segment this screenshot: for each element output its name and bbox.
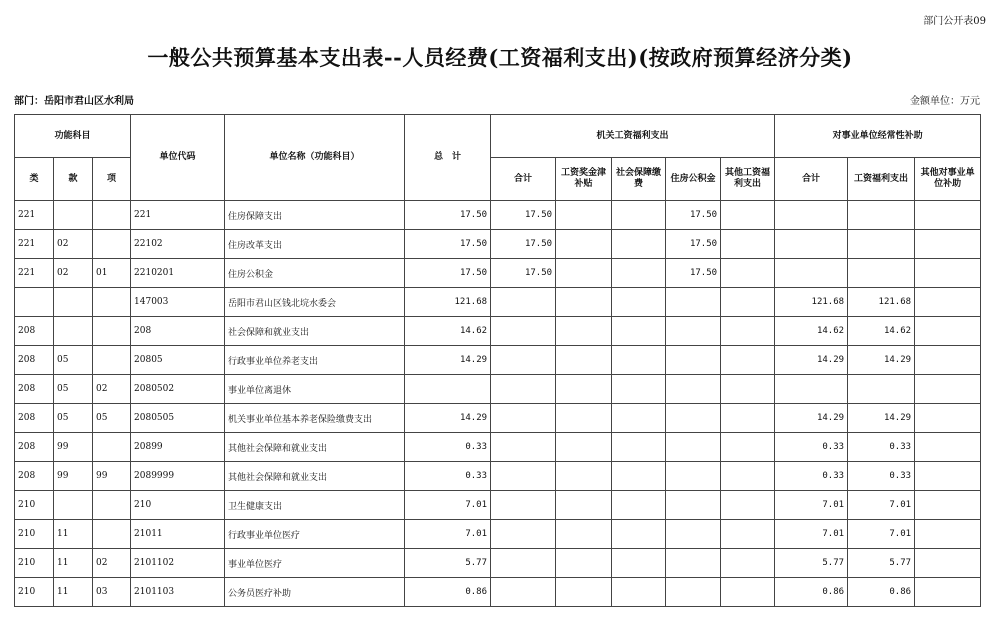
cell-total bbox=[405, 375, 491, 404]
cell-inst-total bbox=[775, 375, 848, 404]
table-row bbox=[15, 346, 981, 375]
cell-name: 行政事业单位养老支出 bbox=[225, 346, 405, 375]
cell-name: 住房改革支出 bbox=[225, 230, 405, 259]
budget-table bbox=[14, 114, 981, 607]
cell-org-housing bbox=[666, 375, 721, 404]
cell-org-total bbox=[491, 433, 556, 462]
cell-lei: 210 bbox=[15, 549, 54, 578]
table-body bbox=[15, 201, 981, 607]
cell-org-social bbox=[612, 404, 666, 433]
cell-kuan bbox=[54, 288, 93, 317]
cell-name: 机关事业单位基本养老保险缴费支出 bbox=[225, 404, 405, 433]
cell-org-housing: 17.50 bbox=[666, 230, 721, 259]
cell-org-bonus bbox=[556, 433, 612, 462]
table-row bbox=[15, 230, 981, 259]
cell-inst-other bbox=[915, 346, 981, 375]
cell-name: 岳阳市君山区钱北垸水委会 bbox=[225, 288, 405, 317]
cell-inst-wage: 5.77 bbox=[848, 549, 915, 578]
cell-lei: 221 bbox=[15, 201, 54, 230]
table-row bbox=[15, 549, 981, 578]
cell-total: 17.50 bbox=[405, 259, 491, 288]
cell-lei: 210 bbox=[15, 578, 54, 607]
cell-inst-wage: 0.33 bbox=[848, 433, 915, 462]
cell-lei: 208 bbox=[15, 404, 54, 433]
page-title: 一般公共预算基本支出表--人员经费(工资福利支出)(按政府预算经济分类) bbox=[147, 45, 853, 70]
cell-org-bonus bbox=[556, 230, 612, 259]
cell-kuan bbox=[54, 201, 93, 230]
cell-org-housing bbox=[666, 288, 721, 317]
table-row bbox=[15, 375, 981, 404]
cell-kuan: 02 bbox=[54, 230, 93, 259]
cell-kuan: 05 bbox=[54, 404, 93, 433]
cell-name: 社会保障和就业支出 bbox=[225, 317, 405, 346]
header-func-subject: 功能科目 bbox=[15, 115, 131, 158]
cell-inst-other bbox=[915, 201, 981, 230]
cell-kuan: 11 bbox=[54, 549, 93, 578]
cell-org-housing bbox=[666, 317, 721, 346]
cell-org-social bbox=[612, 549, 666, 578]
cell-inst-wage bbox=[848, 230, 915, 259]
cell-inst-other bbox=[915, 288, 981, 317]
cell-xiang: 02 bbox=[93, 375, 131, 404]
cell-total: 0.33 bbox=[405, 433, 491, 462]
cell-org-housing bbox=[666, 404, 721, 433]
cell-kuan: 99 bbox=[54, 433, 93, 462]
cell-name: 卫生健康支出 bbox=[225, 491, 405, 520]
cell-kuan bbox=[54, 317, 93, 346]
cell-total: 0.86 bbox=[405, 578, 491, 607]
cell-kuan: 11 bbox=[54, 520, 93, 549]
cell-org-other bbox=[721, 462, 775, 491]
cell-org-housing bbox=[666, 491, 721, 520]
cell-org-other bbox=[721, 549, 775, 578]
cell-code: 2080502 bbox=[131, 375, 225, 404]
cell-total: 14.29 bbox=[405, 404, 491, 433]
cell-inst-other bbox=[915, 578, 981, 607]
cell-org-bonus bbox=[556, 346, 612, 375]
cell-org-other bbox=[721, 288, 775, 317]
cell-org-total bbox=[491, 578, 556, 607]
cell-org-total bbox=[491, 549, 556, 578]
cell-inst-total: 14.62 bbox=[775, 317, 848, 346]
cell-total: 17.50 bbox=[405, 201, 491, 230]
header-unit-code: 单位代码 bbox=[131, 115, 225, 201]
cell-lei: 208 bbox=[15, 317, 54, 346]
cell-inst-total: 0.86 bbox=[775, 578, 848, 607]
cell-inst-other bbox=[915, 375, 981, 404]
cell-code: 21011 bbox=[131, 520, 225, 549]
cell-kuan: 05 bbox=[54, 346, 93, 375]
header-kuan: 款 bbox=[54, 158, 93, 201]
table-row bbox=[15, 404, 981, 433]
cell-org-bonus bbox=[556, 317, 612, 346]
cell-org-other bbox=[721, 375, 775, 404]
table-row bbox=[15, 433, 981, 462]
table-row bbox=[15, 288, 981, 317]
header-org-housing: 住房公积金 bbox=[666, 158, 721, 201]
cell-inst-total: 0.33 bbox=[775, 462, 848, 491]
header-inst-total: 合计 bbox=[775, 158, 848, 201]
cell-lei: 210 bbox=[15, 520, 54, 549]
cell-org-total bbox=[491, 404, 556, 433]
cell-xiang bbox=[93, 201, 131, 230]
cell-org-other bbox=[721, 578, 775, 607]
cell-inst-total: 121.68 bbox=[775, 288, 848, 317]
cell-code: 22102 bbox=[131, 230, 225, 259]
cell-org-social bbox=[612, 375, 666, 404]
cell-org-bonus bbox=[556, 520, 612, 549]
cell-org-total bbox=[491, 346, 556, 375]
cell-org-total bbox=[491, 491, 556, 520]
cell-inst-other bbox=[915, 230, 981, 259]
cell-lei: 221 bbox=[15, 230, 54, 259]
cell-kuan: 05 bbox=[54, 375, 93, 404]
cell-org-social bbox=[612, 433, 666, 462]
cell-org-social bbox=[612, 259, 666, 288]
cell-org-housing: 17.50 bbox=[666, 259, 721, 288]
cell-code: 2080505 bbox=[131, 404, 225, 433]
cell-xiang: 99 bbox=[93, 462, 131, 491]
cell-inst-total bbox=[775, 201, 848, 230]
cell-org-bonus bbox=[556, 462, 612, 491]
cell-total: 5.77 bbox=[405, 549, 491, 578]
header-org-social: 社会保障缴费 bbox=[612, 158, 666, 201]
cell-org-social bbox=[612, 201, 666, 230]
cell-org-housing bbox=[666, 433, 721, 462]
header-org-group: 机关工资福利支出 bbox=[491, 115, 775, 158]
cell-org-bonus bbox=[556, 578, 612, 607]
cell-code: 147003 bbox=[131, 288, 225, 317]
cell-org-bonus bbox=[556, 404, 612, 433]
cell-org-other bbox=[721, 491, 775, 520]
amount-unit-label: 金额单位：万元 bbox=[910, 96, 980, 107]
cell-org-housing: 17.50 bbox=[666, 201, 721, 230]
cell-inst-other bbox=[915, 404, 981, 433]
cell-org-other bbox=[721, 317, 775, 346]
cell-inst-other bbox=[915, 317, 981, 346]
table-row bbox=[15, 491, 981, 520]
cell-inst-other bbox=[915, 259, 981, 288]
cell-code: 2101103 bbox=[131, 578, 225, 607]
cell-org-housing bbox=[666, 346, 721, 375]
cell-org-bonus bbox=[556, 201, 612, 230]
cell-org-social bbox=[612, 578, 666, 607]
cell-inst-wage: 14.62 bbox=[848, 317, 915, 346]
cell-lei: 221 bbox=[15, 259, 54, 288]
cell-inst-other bbox=[915, 491, 981, 520]
department-label: 部门：岳阳市君山区水利局 bbox=[14, 96, 134, 107]
cell-inst-wage bbox=[848, 259, 915, 288]
cell-inst-wage: 7.01 bbox=[848, 520, 915, 549]
cell-inst-other bbox=[915, 462, 981, 491]
cell-org-bonus bbox=[556, 288, 612, 317]
cell-inst-total bbox=[775, 230, 848, 259]
cell-inst-wage: 0.86 bbox=[848, 578, 915, 607]
cell-code: 2210201 bbox=[131, 259, 225, 288]
cell-org-total: 17.50 bbox=[491, 230, 556, 259]
table-row bbox=[15, 578, 981, 607]
cell-total: 0.33 bbox=[405, 462, 491, 491]
cell-org-other bbox=[721, 201, 775, 230]
cell-org-social bbox=[612, 346, 666, 375]
cell-org-other bbox=[721, 433, 775, 462]
cell-org-housing bbox=[666, 520, 721, 549]
cell-code: 2101102 bbox=[131, 549, 225, 578]
cell-xiang bbox=[93, 317, 131, 346]
cell-xiang bbox=[93, 288, 131, 317]
cell-name: 其他社会保障和就业支出 bbox=[225, 433, 405, 462]
cell-xiang: 03 bbox=[93, 578, 131, 607]
cell-org-other bbox=[721, 346, 775, 375]
cell-lei: 210 bbox=[15, 491, 54, 520]
cell-inst-wage: 14.29 bbox=[848, 346, 915, 375]
cell-xiang bbox=[93, 346, 131, 375]
cell-xiang: 05 bbox=[93, 404, 131, 433]
cell-name: 住房公积金 bbox=[225, 259, 405, 288]
cell-org-other bbox=[721, 230, 775, 259]
cell-org-social bbox=[612, 288, 666, 317]
cell-org-social bbox=[612, 491, 666, 520]
header-inst-group: 对事业单位经常性补助 bbox=[775, 115, 981, 158]
table-row bbox=[15, 201, 981, 230]
cell-name: 其他社会保障和就业支出 bbox=[225, 462, 405, 491]
cell-total: 14.62 bbox=[405, 317, 491, 346]
cell-org-housing bbox=[666, 462, 721, 491]
cell-name: 行政事业单位医疗 bbox=[225, 520, 405, 549]
cell-inst-total: 7.01 bbox=[775, 491, 848, 520]
header-total: 总 计 bbox=[405, 115, 491, 201]
cell-inst-wage: 121.68 bbox=[848, 288, 915, 317]
cell-org-social bbox=[612, 317, 666, 346]
header-xiang: 项 bbox=[93, 158, 131, 201]
cell-org-bonus bbox=[556, 491, 612, 520]
cell-inst-total: 0.33 bbox=[775, 433, 848, 462]
cell-org-housing bbox=[666, 549, 721, 578]
header-org-other: 其他工资福利支出 bbox=[721, 158, 775, 201]
cell-total: 17.50 bbox=[405, 230, 491, 259]
cell-inst-wage bbox=[848, 201, 915, 230]
cell-org-other bbox=[721, 520, 775, 549]
cell-lei bbox=[15, 288, 54, 317]
header-org-bonus: 工资奖金津补贴 bbox=[556, 158, 612, 201]
cell-inst-total: 14.29 bbox=[775, 346, 848, 375]
cell-org-bonus bbox=[556, 549, 612, 578]
cell-org-social bbox=[612, 520, 666, 549]
cell-xiang: 01 bbox=[93, 259, 131, 288]
cell-org-other bbox=[721, 404, 775, 433]
cell-inst-other bbox=[915, 520, 981, 549]
table-row bbox=[15, 462, 981, 491]
document-code: 部门公开表09 bbox=[923, 16, 986, 27]
cell-xiang bbox=[93, 433, 131, 462]
cell-total: 7.01 bbox=[405, 520, 491, 549]
header-unit-name: 单位名称（功能科目） bbox=[225, 115, 405, 201]
cell-code: 208 bbox=[131, 317, 225, 346]
cell-inst-total: 14.29 bbox=[775, 404, 848, 433]
table-row bbox=[15, 317, 981, 346]
cell-lei: 208 bbox=[15, 346, 54, 375]
cell-org-other bbox=[721, 259, 775, 288]
cell-code: 221 bbox=[131, 201, 225, 230]
cell-name: 事业单位离退休 bbox=[225, 375, 405, 404]
cell-kuan: 99 bbox=[54, 462, 93, 491]
cell-inst-wage: 7.01 bbox=[848, 491, 915, 520]
header-inst-wage: 工资福利支出 bbox=[848, 158, 915, 201]
header-inst-other: 其他对事业单位补助 bbox=[915, 158, 981, 201]
cell-kuan: 02 bbox=[54, 259, 93, 288]
cell-inst-other bbox=[915, 433, 981, 462]
table-row bbox=[15, 259, 981, 288]
cell-org-total bbox=[491, 288, 556, 317]
cell-org-social bbox=[612, 230, 666, 259]
cell-lei: 208 bbox=[15, 462, 54, 491]
cell-code: 20899 bbox=[131, 433, 225, 462]
cell-inst-wage bbox=[848, 375, 915, 404]
cell-org-housing bbox=[666, 578, 721, 607]
cell-inst-total: 7.01 bbox=[775, 520, 848, 549]
cell-xiang bbox=[93, 520, 131, 549]
cell-org-total bbox=[491, 462, 556, 491]
cell-code: 2089999 bbox=[131, 462, 225, 491]
cell-xiang bbox=[93, 230, 131, 259]
cell-inst-total: 5.77 bbox=[775, 549, 848, 578]
cell-code: 20805 bbox=[131, 346, 225, 375]
cell-xiang bbox=[93, 491, 131, 520]
cell-org-bonus bbox=[556, 375, 612, 404]
table-row bbox=[15, 520, 981, 549]
cell-total: 14.29 bbox=[405, 346, 491, 375]
cell-lei: 208 bbox=[15, 375, 54, 404]
cell-code: 210 bbox=[131, 491, 225, 520]
cell-name: 事业单位医疗 bbox=[225, 549, 405, 578]
cell-inst-other bbox=[915, 549, 981, 578]
cell-xiang: 02 bbox=[93, 549, 131, 578]
cell-name: 公务员医疗补助 bbox=[225, 578, 405, 607]
cell-lei: 208 bbox=[15, 433, 54, 462]
header-org-total: 合计 bbox=[491, 158, 556, 201]
cell-kuan: 11 bbox=[54, 578, 93, 607]
cell-total: 121.68 bbox=[405, 288, 491, 317]
cell-org-total: 17.50 bbox=[491, 201, 556, 230]
cell-inst-wage: 0.33 bbox=[848, 462, 915, 491]
cell-kuan bbox=[54, 491, 93, 520]
cell-inst-total bbox=[775, 259, 848, 288]
header-lei: 类 bbox=[15, 158, 54, 201]
cell-inst-wage: 14.29 bbox=[848, 404, 915, 433]
cell-org-total bbox=[491, 317, 556, 346]
cell-org-bonus bbox=[556, 259, 612, 288]
cell-org-total: 17.50 bbox=[491, 259, 556, 288]
cell-org-total bbox=[491, 375, 556, 404]
cell-name: 住房保障支出 bbox=[225, 201, 405, 230]
cell-org-total bbox=[491, 520, 556, 549]
cell-org-social bbox=[612, 462, 666, 491]
cell-total: 7.01 bbox=[405, 491, 491, 520]
